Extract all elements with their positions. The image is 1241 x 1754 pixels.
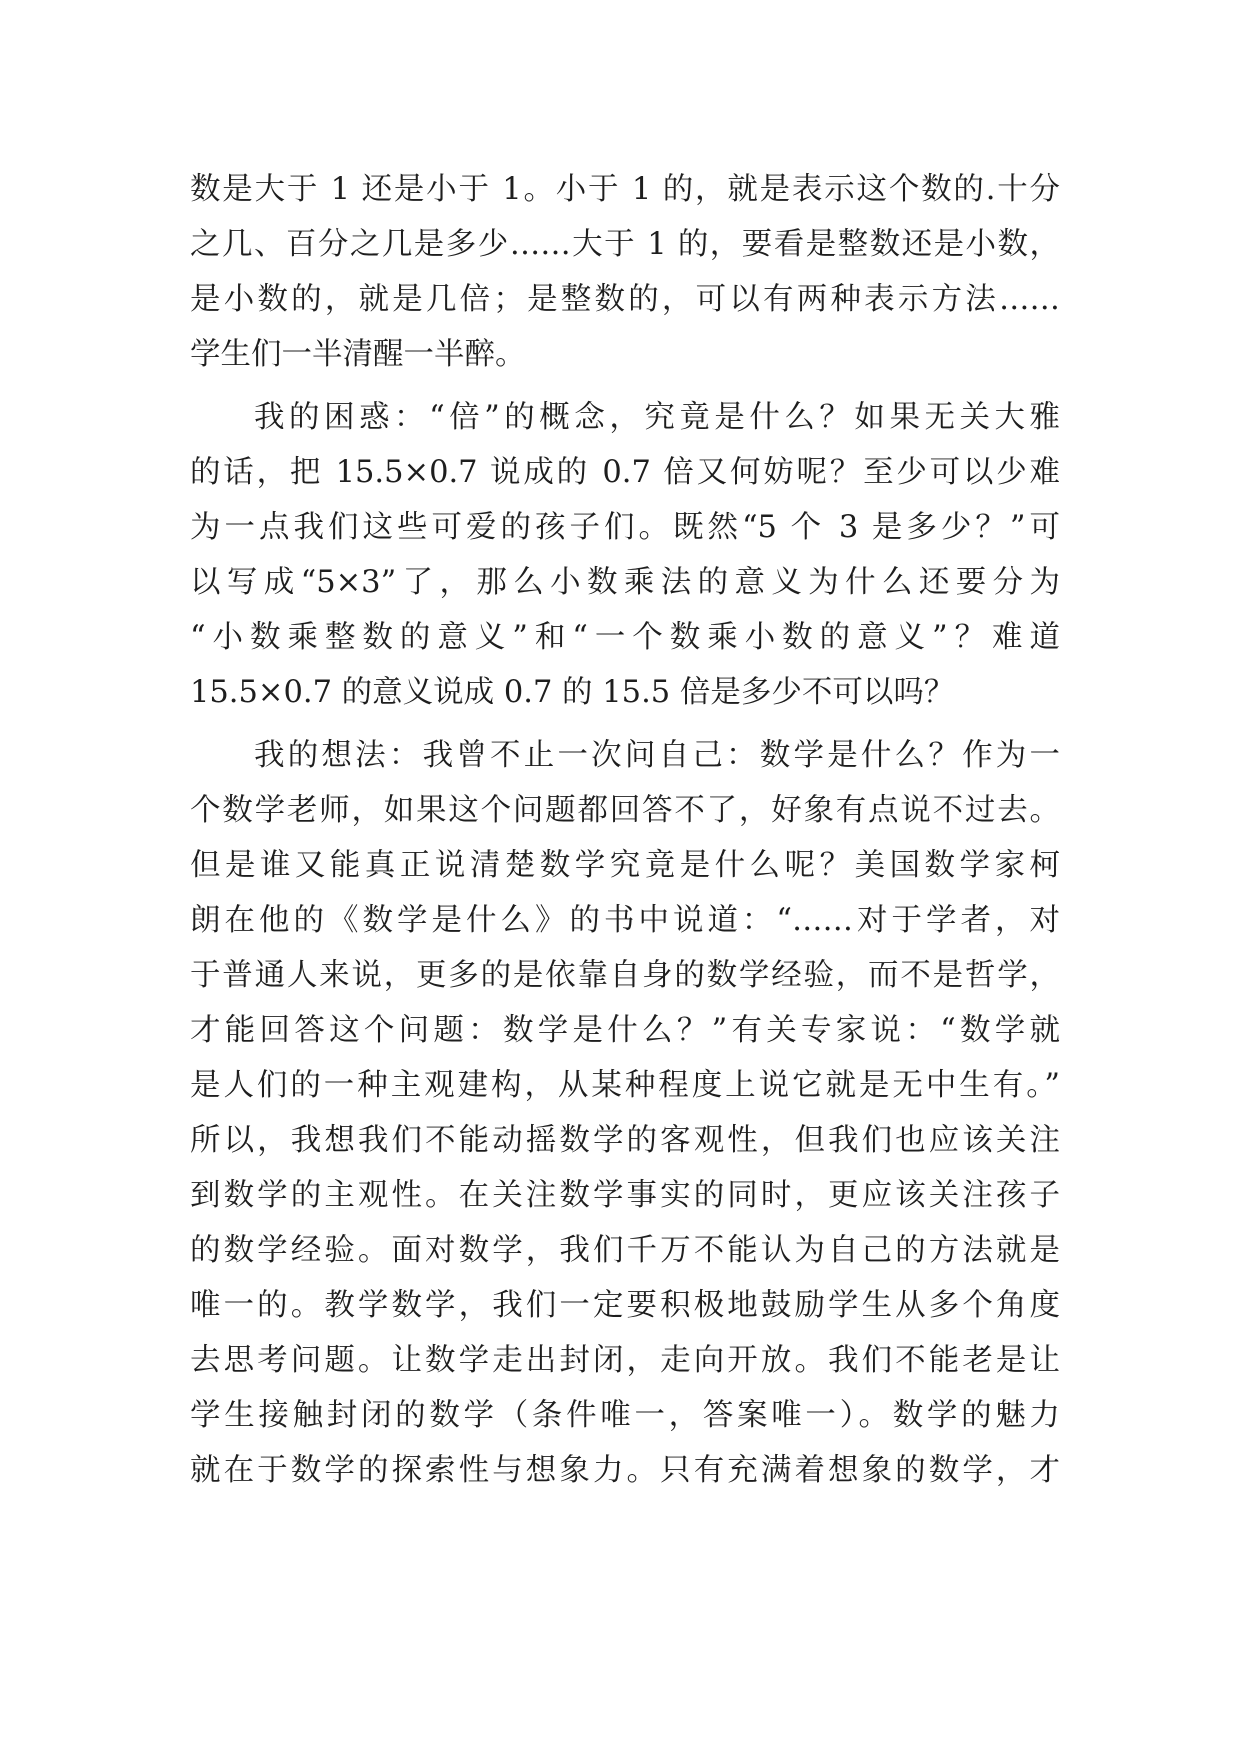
text-line: 个数学老师，如果这个问题都回答不了，好象有点说不过去。 — [190, 793, 1060, 828]
paragraph-first-line: 我的困惑：“倍”的概念，究竟是什么？如果无关大雅 — [254, 400, 1060, 435]
text-line: 学生接触封闭的数学（条件唯一，答案唯一）。数学的魅力 — [190, 1398, 1060, 1433]
text-line: 是小数的，就是几倍；是整数的，可以有两种表示方法…… — [190, 282, 1060, 317]
text-line: 但是谁又能真正说清楚数学究竟是什么呢？美国数学家柯 — [190, 848, 1060, 883]
text-line: 的数学经验。面对数学，我们千万不能认为自己的方法就是 — [190, 1233, 1060, 1268]
text-line: 以写成“5×3”了，那么小数乘法的意义为什么还要分为 — [190, 565, 1060, 600]
paragraph-first-line: 我的想法：我曾不止一次问自己：数学是什么？作为一 — [254, 738, 1060, 773]
text-line: 朗在他的《数学是什么》的书中说道：“……对于学者，对 — [190, 903, 1060, 938]
text-line: 是人们的一种主观建构，从某种程度上说它就是无中生有。” — [190, 1068, 1060, 1103]
text-line: 所以，我想我们不能动摇数学的客观性，但我们也应该关注 — [190, 1123, 1060, 1158]
text-line: “小数乘整数的意义”和“一个数乘小数的意义”？难道 — [190, 620, 1060, 655]
text-line: 之几、百分之几是多少……大于 1 的，要看是整数还是小数， — [190, 227, 1060, 262]
text-line: 数是大于 1 还是小于 1。小于 1 的，就是表示这个数的.十分 — [190, 172, 1060, 207]
text-line: 唯一的。教学数学，我们一定要积极地鼓励学生从多个角度 — [190, 1288, 1060, 1323]
text-line: 到数学的主观性。在关注数学事实的同时，更应该关注孩子 — [190, 1178, 1060, 1213]
text-line: 就在于数学的探索性与想象力。只有充满着想象的数学，才 — [190, 1453, 1060, 1488]
text-line: 才能回答这个问题：数学是什么？”有关专家说：“数学就 — [190, 1013, 1060, 1048]
text-line: 15.5×0.7 的意义说成 0.7 的 15.5 倍是多少不可以吗？ — [190, 675, 955, 710]
text-line: 为一点我们这些可爱的孩子们。既然“5 个 3 是多少？”可 — [190, 510, 1060, 545]
text-line: 去思考问题。让数学走出封闭，走向开放。我们不能老是让 — [190, 1343, 1060, 1378]
text-line: 于普通人来说，更多的是依靠自身的数学经验，而不是哲学， — [190, 958, 1060, 993]
text-line: 的话，把 15.5×0.7 说成的 0.7 倍又何妨呢？至少可以少难 — [190, 455, 1060, 490]
text-line: 学生们一半清醒一半醉。 — [190, 337, 526, 372]
